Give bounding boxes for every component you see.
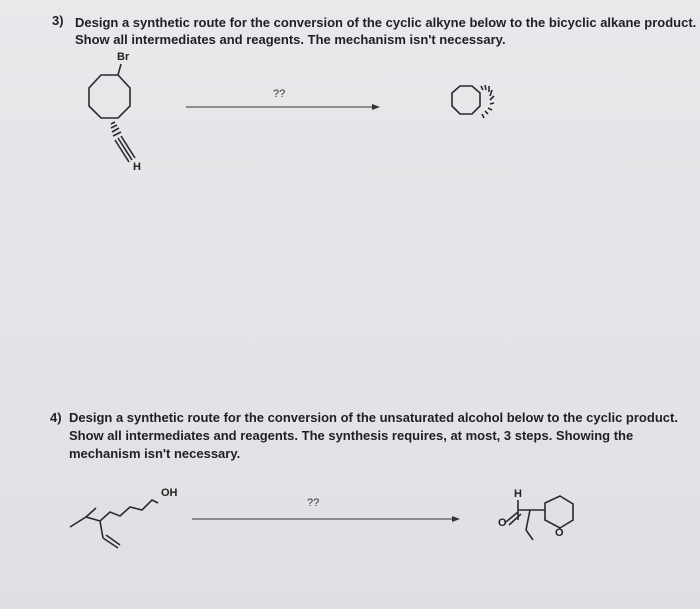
alkene-branch — [100, 521, 103, 538]
methyl-bond-2 — [526, 530, 533, 540]
question-4-line-2: Show all intermediates and reagents. The synthesis requires, at most, 3 steps. Showing the — [69, 428, 634, 443]
question-4-arrow-label: ?? — [307, 497, 320, 509]
product-h-label: H — [514, 488, 522, 500]
question-3-arrow-label: ?? — [273, 88, 286, 100]
question-3-line-1: Design a synthetic route for the conversion of the cyclic alkyne below to the bicyclic alkane product. — [75, 15, 697, 30]
alkyne-h-label: H — [133, 161, 141, 173]
hashed-bond — [111, 122, 121, 136]
product-hashed-bridge — [481, 85, 494, 118]
methyl-bond-1 — [526, 510, 530, 530]
bromine-label: Br — [117, 51, 130, 63]
alkene-double-1 — [103, 538, 118, 548]
question-3-number: 3) — [52, 13, 64, 28]
alkene-double-2 — [106, 535, 120, 545]
alcohol-chain — [70, 500, 158, 527]
tetrahydrofuran-ring — [545, 496, 573, 528]
question-4-line-3: mechanism isn't necessary. — [69, 446, 241, 461]
hydroxyl-label: OH — [161, 487, 178, 499]
question-3-arrow — [186, 104, 380, 110]
starting-cyclic-alkyne — [89, 64, 135, 162]
question-4-line-1: Design a synthetic route for the conversion of the unsaturated alcohol below to the cyclic product. — [69, 410, 678, 425]
ring-8 — [89, 75, 130, 118]
bicyclic-product — [452, 85, 494, 118]
question-4-arrow — [192, 516, 460, 522]
ring-oxygen-label: O — [555, 527, 564, 539]
methyl-branch — [86, 508, 96, 517]
carbonyl-double-1 — [506, 512, 518, 522]
carbonyl-double-2 — [509, 514, 521, 525]
unsaturated-alcohol — [70, 500, 158, 548]
carbonyl-oxygen-label: O — [498, 517, 507, 529]
question-3-line-2: Show all intermediates and reagents. The mechanism isn't necessary. — [75, 32, 506, 47]
product-ring — [452, 86, 480, 114]
br-bond — [118, 64, 121, 75]
question-4-number: 4) — [50, 410, 62, 425]
